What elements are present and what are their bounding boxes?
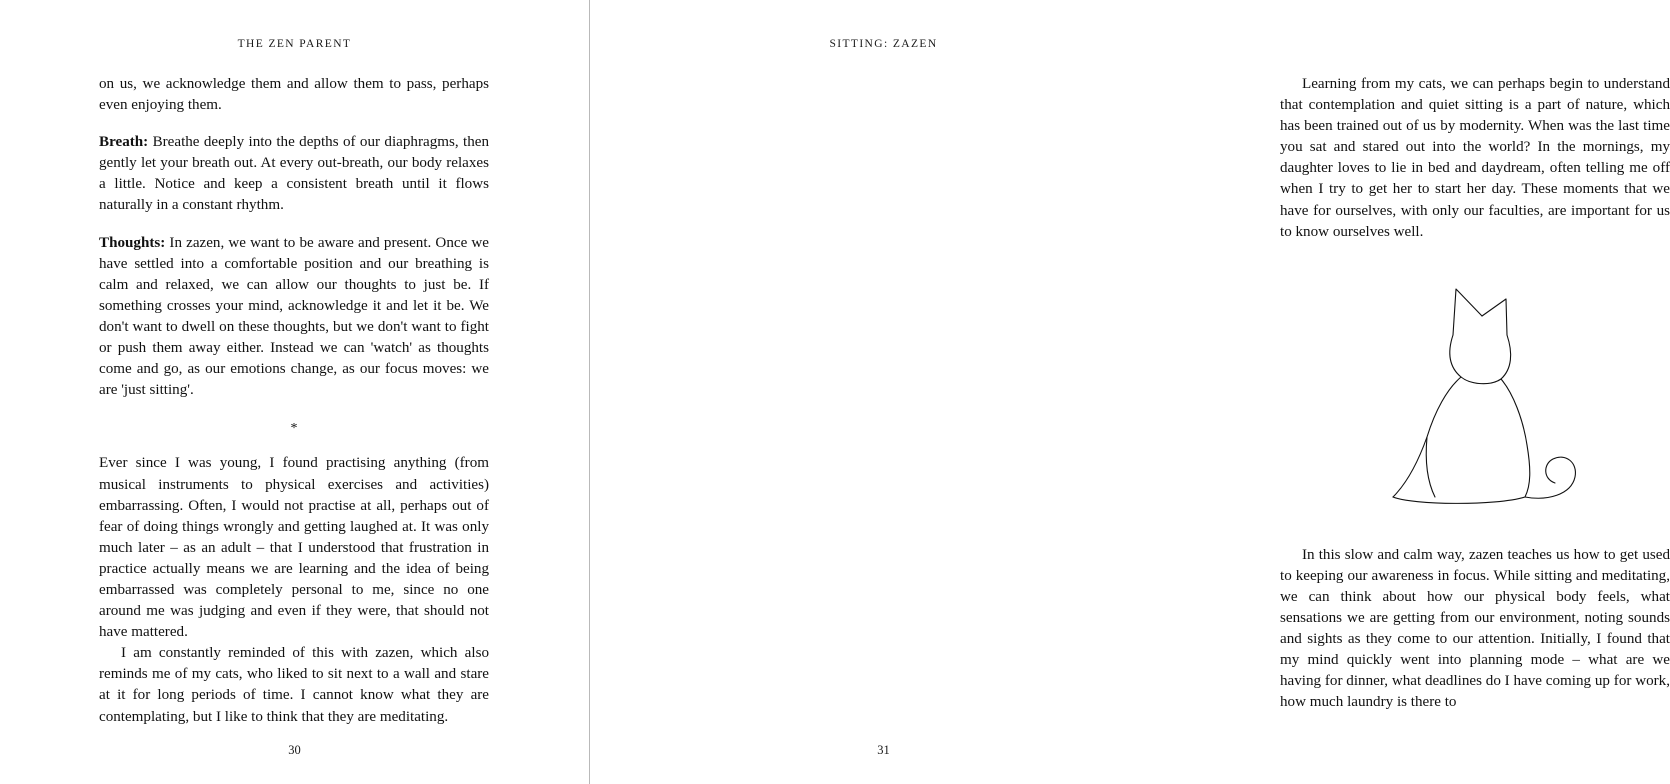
right-page-text-column bbox=[1280, 74, 1670, 714]
paragraph-text: on us, we acknowledge them and allow them to pass, perhaps even enjoying them. bbox=[99, 76, 489, 114]
paragraph-text: Ever since I was young, I found practising anything (from musical instruments to physical exercises and activities) embarrassing. Often, I would not practise at all, perhaps out of fear of doing things wrongly and getting laughed at. It was only much later – as an adult – that I understood that frustration in practice actually means we are learning and the idea of being embarrassed was completely personal to me, since no one around me was judging and even if they were, that should not have mattered. bbox=[99, 455, 489, 641]
paragraph bbox=[99, 74, 489, 116]
paragraph bbox=[1280, 74, 1670, 243]
left-page bbox=[0, 0, 589, 784]
running-head-right: SITTING: ZAZEN bbox=[829, 38, 938, 50]
paragraph bbox=[1280, 545, 1670, 714]
running-head-left: THE ZEN PARENT bbox=[237, 38, 352, 50]
paragraph bbox=[99, 233, 489, 402]
paragraph bbox=[99, 132, 489, 216]
paragraph-text: In this slow and calm way, zazen teaches us how to get used to keeping our awareness in focus. While sitting and meditating, we can think about how our physical body feels, what sensations we are getting from our environment, noting sounds and sights as they come to our attention. Initially, I found that my mind quickly went into planning mode – what are we having for dinner, what deadlines do I have coming up for work, how much laundry is there to bbox=[1280, 546, 1670, 711]
paragraph-lead-in: Breath: bbox=[99, 134, 149, 151]
paragraph-text: Breathe deeply into the depths of our diaphragms, then gently let your breath out. At every out-breath, our body relaxes a little. Notice and keep a consistent breath until it flows naturally in a constant rhythm. bbox=[99, 134, 489, 214]
page-number-right: 31 bbox=[877, 743, 890, 757]
page-number-left: 30 bbox=[288, 743, 301, 757]
paragraph-text: I am constantly reminded of this with zazen, which also reminds me of my cats, who liked to sit next to a wall and stare at it for long periods of time. I cannot know what they are contemplating, but I like to think that they are meditating. bbox=[99, 645, 489, 725]
sitting-cat-illustration bbox=[1280, 269, 1670, 519]
paragraph-lead-in: Thoughts: bbox=[99, 234, 166, 251]
paragraph-text: Learning from my cats, we can perhaps begin to understand that contemplation and quiet sitting is a part of nature, which has been trained out of us by modernity. When was the last time you sat and stared out into the world? In the mornings, my daughter loves to lie in bed and daydream, often telling me off when I try to get her to start her day. These moments that we have for ourselves, with only our faculties, are important for us to know ourselves well. bbox=[1280, 76, 1670, 240]
right-page bbox=[589, 0, 1670, 784]
paragraph bbox=[99, 643, 489, 727]
paragraph bbox=[99, 453, 489, 643]
left-page-text-column bbox=[99, 74, 489, 728]
section-divider: * bbox=[290, 421, 298, 437]
paragraph-text: In zazen, we want to be aware and present. Once we have settled into a comfortable position and our breathing is calm and relaxed, we can allow our thoughts to just be. If something crosses your mind, acknowledge it and let it be. We don't want to dwell on these thoughts, but we don't want to fight or push them away either. Instead we can 'watch' as thoughts come and go, as our emotions change, as our focus moves: we are 'just sitting'. bbox=[99, 234, 489, 399]
